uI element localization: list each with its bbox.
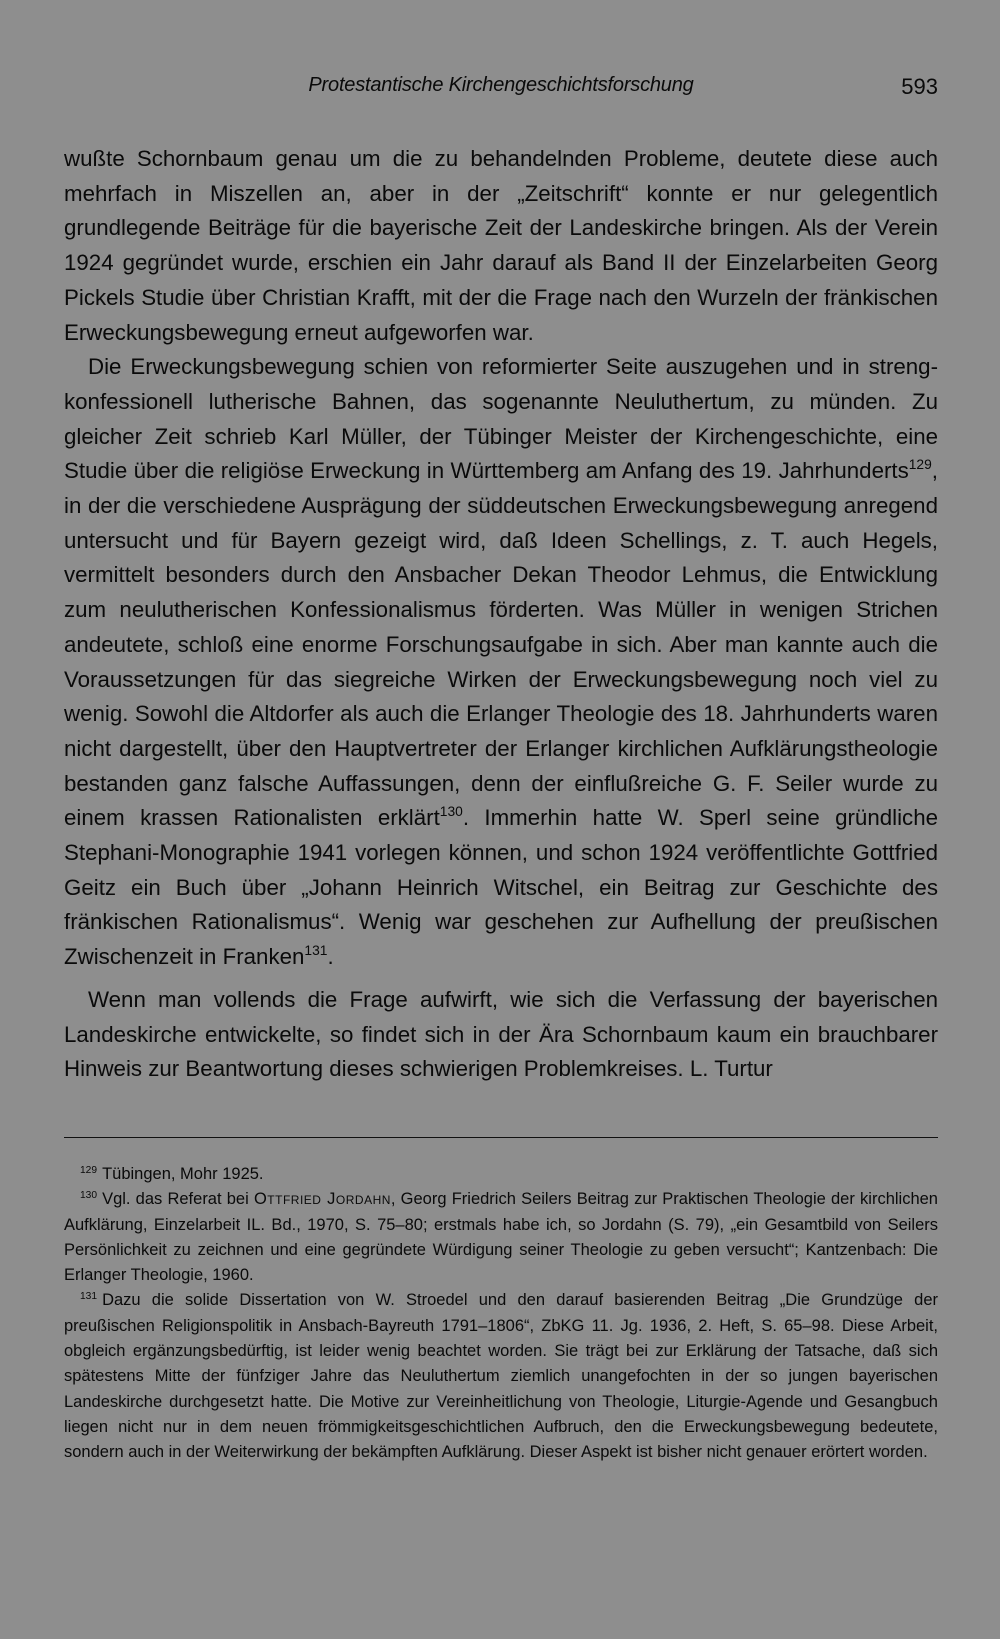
paragraph-3-text: Wenn man vollends die Frage aufwirft, wie sich die Verfassung der bayerischen Landeskirche entwickelte, so findet sich in der Ära Schornbaum kaum ein brauchbarer Hinweis zur Beantwortung dieses schwierigen Problemkreises. L. Turtur	[64, 986, 938, 1082]
footnote-text-pre: Vgl. das Referat bei	[102, 1190, 254, 1209]
footnote-ref-131[interactable]: 131	[304, 942, 328, 959]
paragraph-3	[64, 983, 938, 1087]
footnote-ref-129[interactable]: 129	[908, 456, 932, 473]
paragraph-1-text: wußte Schornbaum genau um die zu behandelnden Probleme, deutete diese auch mehrfach in Miszellen an, aber in der „Zeitschrift“ konnte er nur gelegentlich grundlegende Beiträge für die bayerische Zeit der Landeskirche bringen. Als der Verein 1924 gegründet wurde, erschien ein Jahr darauf als Band II der Einzelarbeiten Georg Pickels Studie über Christian Krafft, mit der die Frage nach den Wurzeln der fränkischen Erweckungsbewegung erneut aufgeworfen war.	[64, 146, 938, 345]
running-title: Protestantische Kirchengeschichtsforschung	[308, 74, 694, 96]
footnotes	[64, 1162, 938, 1466]
footnote-divider	[64, 1137, 938, 1138]
footnote-text: Dazu die solide Dissertation von W. Stroedel und den darauf basierenden Beitrag „Die Grundzüge der preußischen Religionspolitik in Ansbach-Bayreuth 1791–1806“, ZbKG 11. Jg. 1936, 2. Heft, S. 65–98. Diese Arbeit, obgleich ergänzungsbedürftig, ist leider wenig beachtet worden. Sie trägt bei zur Erklärung der Tatsache, daß sich spätestens Mitte der fünfziger Jahre das Neuluthertum ziemlich unangefochten in der so jungen bayerischen Landeskirche durchgesetzt hatte. Die Motive zur Vereinheitlichung von Theologie, Liturgie-Agende und Gesangbuch liegen nicht nur in dem neuen frömmigkeitsgeschichtlichen Aufbruch, den die Erweckungsbewegung bedeutete, sondern auch in der Weiterwirkung der bekämpften Aufklärung. Dieser Aspekt ist bisher nicht genauer erörtert worden.	[64, 1291, 938, 1462]
footnote-130	[64, 1187, 938, 1288]
main-text	[64, 142, 938, 1087]
page-number: 593	[901, 74, 938, 99]
footnote-author: Ottfried Jordahn	[253, 1190, 391, 1209]
running-header	[64, 74, 938, 104]
paragraph-2-text-c: . Immerhin hatte W. Sperl seine gründliche Stephani-Monographie 1941 vorlegen können, und schon 1924 veröffentlichte Gottfried Geitz ein Buch über „Johann Heinrich Witschel, ein Beitrag zur Geschichte des fränkischen Rationalismus“. Wenig war geschehen zur Aufhellung der preußischen Zwischenzeit in Franken	[64, 805, 938, 970]
footnote-129	[64, 1162, 938, 1187]
footnote-text: , Georg Friedrich Seilers Beitrag zur Praktischen Theologie der kirchlichen Aufklärung, Einzelarbeit IL. Bd., 1970, S. 75–80; erstmals habe ich, so Jordahn (S. 79), „ein Gesamtbild von Seilers Persönlichkeit zu zeichnen und eine gegründete Würdigung seiner Theologie zu geben versucht“; Kantzenbach: Die Erlanger Theologie, 1960.	[64, 1190, 938, 1285]
footnote-text: Tübingen, Mohr 1925.	[102, 1165, 264, 1183]
footnote-number: 129	[80, 1164, 98, 1176]
paragraph-2	[64, 350, 938, 975]
footnote-131	[64, 1288, 938, 1465]
paragraph-1	[64, 142, 938, 350]
footnote-ref-130[interactable]: 130	[439, 803, 463, 820]
footnote-number: 130	[80, 1190, 98, 1202]
paragraph-2-text-d: .	[327, 944, 334, 970]
footnote-number: 131	[80, 1291, 98, 1303]
paragraph-2-text-b: , in der die verschiedene Ausprägung der süddeutschen Erweckungsbewegung anregend untersucht und für Bayern gezeigt wird, daß Ideen Schellings, z. T. auch Hegels, vermittelt besonders durch den Ansbacher Dekan Theodor Lehmus, die Entwicklung zum neulutherischen Konfessionalismus förderten. Was Müller in wenigen Strichen andeutete, schloß eine enorme Forschungsaufgabe in sich. Aber man kannte auch die Voraussetzungen für das siegreiche Wirken der Erweckungsbewegung noch viel zu wenig. Sowohl die Altdorfer als auch die Erlanger Theologie des 18. Jahrhunderts waren nicht dargestellt, über den Hauptvertreter der Erlanger kirchlichen Aufklärungstheologie bestanden ganz falsche Auffassungen, denn der einflußreiche G. F. Seiler wurde zu einem krassen Rationalisten erklärt	[64, 458, 938, 831]
paragraph-2-text-a: Die Erweckungsbewegung schien von reformierter Seite auszugehen und in streng-konfessionell lutherische Bahnen, das sogenannte Neuluthertum, zu münden. Zu gleicher Zeit schrieb Karl Müller, der Tübinger Meister der Kirchengeschichte, eine Studie über die religiöse Erweckung in Württemberg am Anfang des 19. Jahrhunderts	[64, 354, 938, 484]
